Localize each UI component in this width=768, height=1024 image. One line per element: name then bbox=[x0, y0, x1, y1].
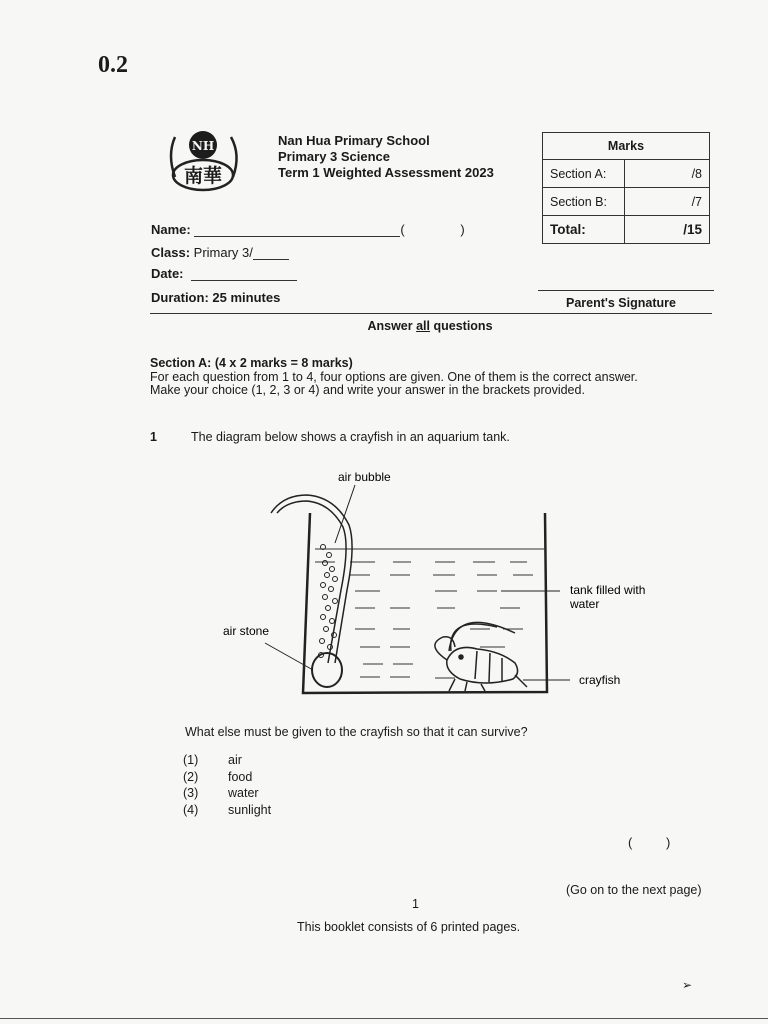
option-text: air bbox=[228, 753, 242, 767]
assessment-title: Term 1 Weighted Assessment 2023 bbox=[278, 165, 494, 180]
section-a-line-1: For each question from 1 to 4, four options are given. One of them is the correct answer. bbox=[150, 369, 638, 384]
date-input-line[interactable] bbox=[191, 268, 297, 281]
label-tank-water-2: water bbox=[570, 597, 600, 611]
section-b-label: Section B: bbox=[543, 188, 625, 216]
answer-options bbox=[183, 752, 271, 818]
air-tube bbox=[277, 501, 346, 663]
aquarium-diagram bbox=[215, 465, 675, 705]
tank-outline bbox=[303, 513, 547, 693]
section-a-label: Section A: bbox=[543, 160, 625, 188]
answer-instruction bbox=[0, 319, 768, 333]
answer-instruction-prefix: Answer bbox=[367, 319, 417, 333]
option-text: water bbox=[228, 786, 259, 800]
section-a-instructions bbox=[150, 357, 638, 398]
section-a-line-2: Make your choice (1, 2, 3 or 4) and write your answer in the brackets provided. bbox=[150, 383, 585, 397]
option-1 bbox=[183, 752, 271, 769]
name-label: Name: bbox=[151, 222, 191, 237]
answer-instruction-emphasis: all bbox=[416, 319, 431, 333]
school-logo bbox=[165, 125, 243, 195]
section-b-marks: /7 bbox=[625, 188, 710, 216]
option-number: (3) bbox=[183, 786, 199, 800]
section-a-marks: /8 bbox=[625, 160, 710, 188]
divider bbox=[150, 313, 712, 314]
school-header bbox=[278, 133, 494, 181]
option-text: food bbox=[228, 769, 253, 784]
option-3 bbox=[183, 785, 271, 802]
label-tank-water-1: tank filled with bbox=[570, 583, 646, 597]
label-crayfish: crayfish bbox=[579, 673, 621, 687]
option-2 bbox=[183, 769, 271, 786]
name-input-line[interactable] bbox=[194, 224, 400, 237]
option-text: sunlight bbox=[228, 802, 272, 817]
booklet-note: This booklet consists of 6 printed pages. bbox=[297, 920, 521, 934]
school-level: Primary 3 Science bbox=[278, 149, 391, 164]
option-number: (1) bbox=[183, 753, 199, 767]
question-text: The diagram below shows a crayfish in an aquarium tank. bbox=[191, 430, 510, 444]
next-page-note: (Go on to the next page) bbox=[566, 883, 702, 897]
marks-table bbox=[542, 132, 710, 244]
name-bracket-close: ) bbox=[460, 222, 465, 237]
air-bubbles bbox=[319, 545, 338, 658]
water-lines bbox=[315, 549, 545, 678]
section-a-title: Section A: (4 x 2 marks = 8 marks) bbox=[150, 356, 353, 370]
parent-signature-label: Parent's Signature bbox=[566, 296, 676, 310]
total-marks: /15 bbox=[625, 216, 710, 244]
answer-instruction-suffix: questions bbox=[430, 319, 493, 333]
question-follow-up: What else must be given to the crayfish so that it can survive? bbox=[185, 725, 528, 739]
label-air-stone: air stone bbox=[223, 624, 270, 638]
bottom-rule bbox=[0, 1018, 768, 1019]
duration: Duration: 25 minutes bbox=[151, 290, 281, 305]
class-label: Class: bbox=[151, 245, 191, 260]
question-number: 1 bbox=[150, 430, 157, 444]
school-name: Nan Hua Primary School bbox=[278, 133, 430, 148]
total-label: Total: bbox=[543, 216, 625, 244]
class-field bbox=[151, 245, 289, 260]
logo-text: 南華 bbox=[183, 165, 223, 187]
answer-brackets[interactable]: ( ) bbox=[628, 835, 671, 850]
option-4 bbox=[183, 802, 271, 819]
class-input-line[interactable] bbox=[253, 247, 289, 260]
date-label: Date: bbox=[151, 266, 184, 281]
name-bracket-open: ( bbox=[400, 222, 405, 237]
page-number: 1 bbox=[412, 897, 419, 911]
svg-text:NH: NH bbox=[191, 139, 215, 153]
page-label: 0.2 bbox=[98, 52, 128, 78]
label-air-bubble: air bubble bbox=[338, 470, 391, 484]
date-field bbox=[151, 266, 297, 281]
option-number: (2) bbox=[183, 769, 199, 784]
class-value: Primary 3/ bbox=[193, 245, 253, 260]
corner-mark-icon: ➢ bbox=[682, 978, 693, 992]
crayfish bbox=[435, 622, 527, 691]
marks-header: Marks bbox=[543, 133, 710, 160]
air-stone bbox=[312, 653, 342, 687]
option-number: (4) bbox=[183, 802, 199, 817]
signature-line[interactable] bbox=[538, 290, 714, 291]
name-field bbox=[151, 222, 465, 237]
